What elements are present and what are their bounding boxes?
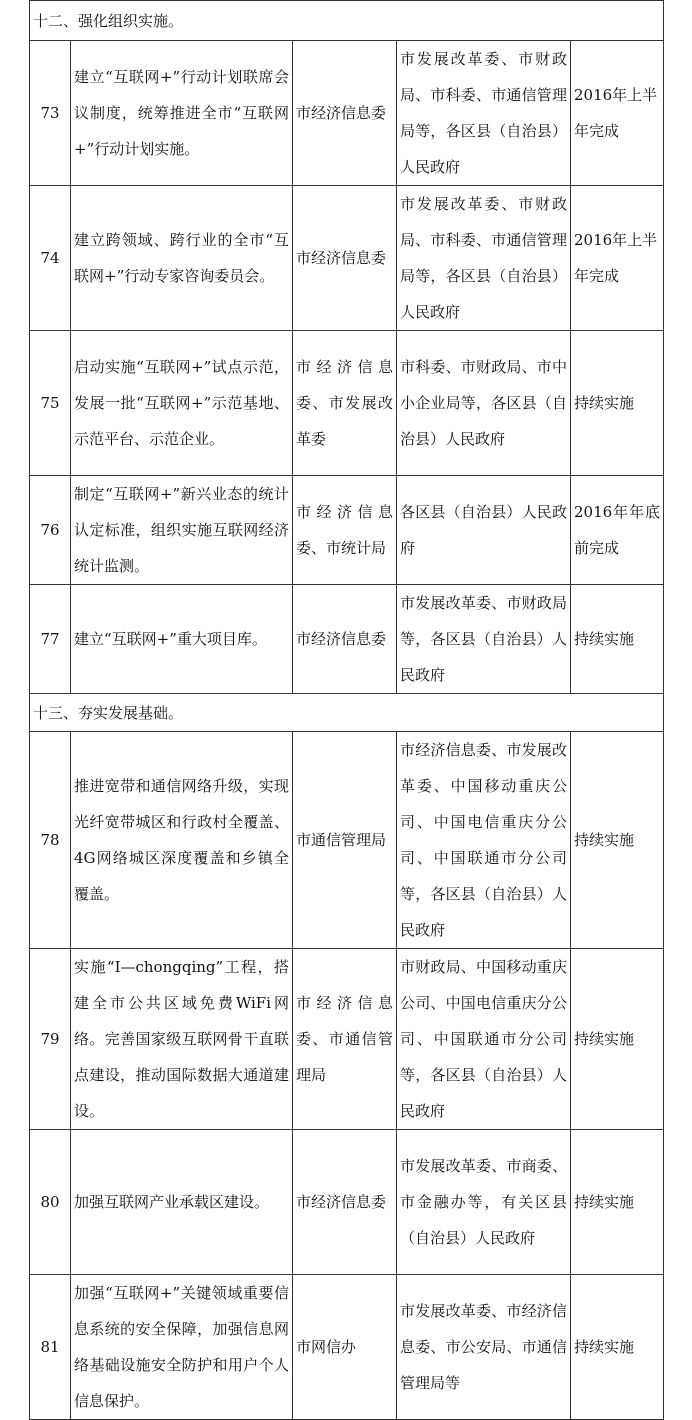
deadline-cell: 持续实施: [571, 331, 664, 476]
partner-units-cell: 市科委、市财政局、市中小企业局等，各区县（自治县）人民政府: [397, 331, 571, 476]
deadline-cell: 持续实施: [571, 1275, 664, 1420]
task-cell: 实施“I—chongqing”工程，搭建全市公共区域免费WiFi网络。完善国家级互联网骨干直联点建设，推动国际数据大通道建设。: [71, 949, 293, 1130]
lead-unit-cell: 市经济信息委、市发展改革委: [293, 331, 397, 476]
lead-unit-cell: 市经济信息委: [293, 1130, 397, 1275]
partner-units-cell: 市发展改革委、市经济信息委、市公安局、市通信管理局等: [397, 1275, 571, 1420]
partner-units-cell: 各区县（自治县）人民政府: [397, 476, 571, 585]
row-number: 75: [30, 331, 71, 476]
lead-unit-cell: 市经济信息委: [293, 585, 397, 694]
partner-units-cell: 市发展改革委、市财政局、市科委、市通信管理局等，各区县（自治县）人民政府: [397, 41, 571, 186]
deadline-cell: 2016年年底前完成: [571, 476, 664, 585]
deadline-cell: 2016年上半年完成: [571, 186, 664, 331]
table-row: [30, 476, 664, 585]
partner-units-cell: 市经济信息委、市发展改革委、中国移动重庆公司、中国电信重庆分公司、中国联通市分公司等，各区县（自治县）人民政府: [397, 732, 571, 949]
lead-unit-cell: 市经济信息委: [293, 186, 397, 331]
section-title: 十三、夯实发展基础。: [30, 694, 664, 732]
task-cell: 建立“互联网+”重大项目库。: [71, 585, 293, 694]
partner-units-cell: 市发展改革委、市财政局等，各区县（自治县）人民政府: [397, 585, 571, 694]
deadline-cell: 持续实施: [571, 949, 664, 1130]
row-number: 79: [30, 949, 71, 1130]
task-table: [29, 0, 664, 1420]
deadline-cell: 持续实施: [571, 732, 664, 949]
row-number: 73: [30, 41, 71, 186]
row-number: 77: [30, 585, 71, 694]
lead-unit-cell: 市经济信息委、市通信管理局: [293, 949, 397, 1130]
table-row: [30, 949, 664, 1130]
row-number: 80: [30, 1130, 71, 1275]
deadline-cell: 持续实施: [571, 1130, 664, 1275]
row-number: 74: [30, 186, 71, 331]
partner-units-cell: 市发展改革委、市商委、市金融办等，有关区县（自治县）人民政府: [397, 1130, 571, 1275]
task-cell: 加强“互联网+”关键领域重要信息系统的安全保障，加强信息网络基础设施安全防护和用户个人信息保护。: [71, 1275, 293, 1420]
lead-unit-cell: 市网信办: [293, 1275, 397, 1420]
row-number: 81: [30, 1275, 71, 1420]
task-cell: 建立跨领域、跨行业的全市“互联网+”行动专家咨询委员会。: [71, 186, 293, 331]
deadline-cell: 2016年上半年完成: [571, 41, 664, 186]
table-row: [30, 732, 664, 949]
partner-units-cell: 市财政局、中国移动重庆公司、中国电信重庆分公司、中国联通市分公司等，各区县（自治县）人民政府: [397, 949, 571, 1130]
lead-unit-cell: 市经济信息委: [293, 41, 397, 186]
section-title: 十二、强化组织实施。: [30, 1, 664, 41]
row-number: 78: [30, 732, 71, 949]
table-row: [30, 1275, 664, 1420]
table-row: [30, 1130, 664, 1275]
partner-units-cell: 市发展改革委、市财政局、市科委、市通信管理局等，各区县（自治县）人民政府: [397, 186, 571, 331]
task-cell: 启动实施“互联网+”试点示范，发展一批“互联网+”示范基地、示范平台、示范企业。: [71, 331, 293, 476]
section-row: [30, 694, 664, 732]
task-cell: 加强互联网产业承载区建设。: [71, 1130, 293, 1275]
table-row: [30, 41, 664, 186]
section-row: [30, 1, 664, 41]
lead-unit-cell: 市经济信息委、市统计局: [293, 476, 397, 585]
lead-unit-cell: 市通信管理局: [293, 732, 397, 949]
table-row: [30, 331, 664, 476]
deadline-cell: 持续实施: [571, 585, 664, 694]
task-cell: 建立“互联网+”行动计划联席会议制度，统筹推进全市“互联网+”行动计划实施。: [71, 41, 293, 186]
task-cell: 推进宽带和通信网络升级，实现光纤宽带城区和行政村全覆盖、4G网络城区深度覆盖和乡镇全覆盖。: [71, 732, 293, 949]
task-cell: 制定“互联网+”新兴业态的统计认定标准，组织实施互联网经济统计监测。: [71, 476, 293, 585]
table-row: [30, 585, 664, 694]
row-number: 76: [30, 476, 71, 585]
table-row: [30, 186, 664, 331]
